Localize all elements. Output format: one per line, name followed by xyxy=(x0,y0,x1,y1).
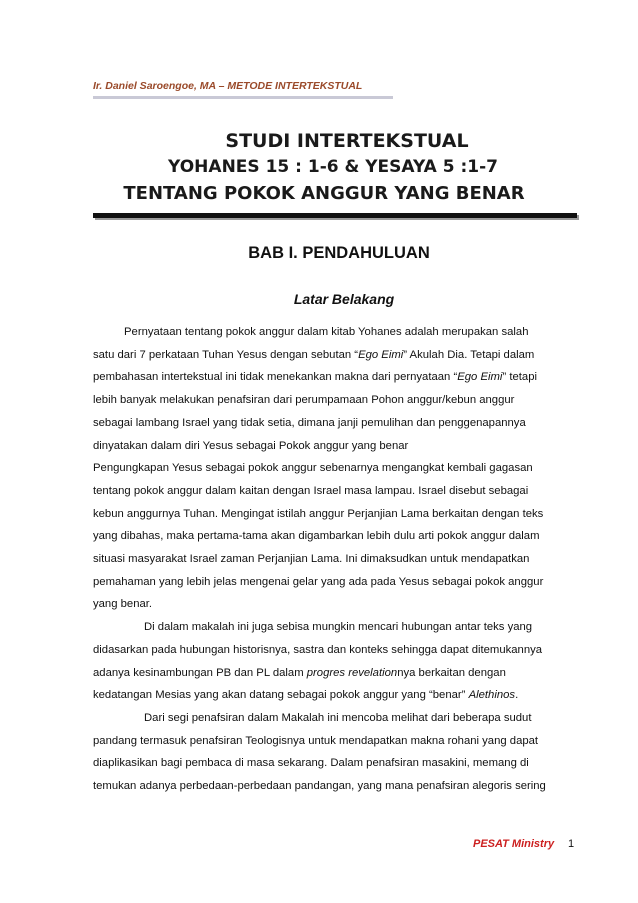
body-text-segment: lebih banyak melakukan penafsiran dari perumpamaan Pohon anggur/kebun anggur xyxy=(93,394,515,407)
chapter-heading: BAB I. PENDAHULUAN xyxy=(248,244,430,262)
body-text-segment: ” Akulah Dia. Tetapi dalam xyxy=(403,348,535,361)
body-line xyxy=(93,551,529,567)
body-line xyxy=(93,528,540,544)
body-line xyxy=(144,710,531,726)
body-line xyxy=(93,665,506,681)
title-line-3: TENTANG POKOK ANGGUR YANG BENAR xyxy=(123,183,525,204)
title-line-2: YOHANES 15 : 1-6 & YESAYA 5 :1-7 xyxy=(168,157,498,177)
body-text-segment: ” tetapi xyxy=(502,371,537,384)
body-text-segment: . xyxy=(515,689,519,702)
body-text-segment: temukan adanya perbedaan-perbedaan pandangan, yang mana penafsiran alegoris sering xyxy=(93,780,546,792)
body-text-segment: Pengungkapan Yesus sebagai pokok anggur sebenarnya mengangkat kembali gagasan xyxy=(93,462,533,475)
body-text-segment: situasi masyarakat Israel zaman Perjanjian Lama. Ini dimaksudkan untuk mendapatkan xyxy=(93,553,530,565)
body-text-segment: nya berkaitan dengan xyxy=(397,666,506,679)
body-line xyxy=(93,642,542,658)
body-text-segment: yang benar. xyxy=(93,598,153,611)
body-line xyxy=(93,574,543,590)
body-line xyxy=(93,778,546,794)
body-line xyxy=(93,415,526,431)
body-italic-term: Ego Eimi xyxy=(358,348,404,361)
body-line xyxy=(124,324,528,340)
body-text-segment: sebagai lambang Israel yang tidak setia, dimana janji pemulihan dan penggenapannya xyxy=(93,416,526,429)
body-text-segment: pemahaman yang lebih jelas mengenai gelar yang ada pada Yesus sebagai pokok anggur xyxy=(93,575,544,588)
page-number: 1 xyxy=(568,838,575,850)
body-text-segment: adanya kesinambungan PB dan PL dalam xyxy=(93,666,307,679)
body-line xyxy=(93,392,514,408)
body-text-segment: pembahasan intertekstual ini tidak menekankan makna dari pernyataan “ xyxy=(93,371,458,384)
body-text-segment: tentang pokok anggur dalam kaitan dengan Israel masa lampau. Israel disebut sebagai xyxy=(93,484,529,497)
body-italic-term: progres revelation xyxy=(306,666,398,679)
running-header-rule xyxy=(93,96,393,99)
title-line-1: STUDI INTERTEKSTUAL xyxy=(225,130,469,152)
section-heading: Latar Belakang xyxy=(293,291,395,307)
body-line xyxy=(93,483,528,499)
body-line xyxy=(93,347,534,363)
body-italic-term: Ego Eimi xyxy=(457,371,503,384)
body-italic-term: Alethinos xyxy=(468,689,516,702)
body-line xyxy=(93,460,533,476)
body-text-segment: kedatangan Mesias yang akan datang sebagai pokok anggur yang “benar” xyxy=(93,689,469,702)
body-line xyxy=(93,733,538,749)
body-text-segment: pandang termasuk penafsiran Teologisnya untuk mendapatkan makna rohani yang dapat xyxy=(93,734,539,747)
body-text-segment: didasarkan pada hubungan historisnya, sastra dan konteks sehingga dapat ditemukannya xyxy=(93,643,543,656)
body-line xyxy=(93,369,537,385)
body-text-segment: diaplikasikan bagi pembaca di masa sekarang. Dalam penafsiran masakini, memang di xyxy=(93,757,529,770)
body-text-segment: Pernyataan tentang pokok anggur dalam kitab Yohanes adalah merupakan salah xyxy=(124,326,529,338)
body-line xyxy=(93,438,408,454)
body-text-segment: Di dalam makalah ini juga sebisa mungkin mencari hubungan antar teks yang xyxy=(144,621,533,634)
running-header: Ir. Daniel Saroengoe, MA – METODE INTERTEKSTUAL xyxy=(93,80,363,92)
title-divider xyxy=(93,213,577,218)
body-line xyxy=(144,619,532,635)
body-text-segment: kebun anggurnya Tuhan. Mengingat istilah anggur Perjanjian Lama berkaitan dengan teks xyxy=(93,507,544,520)
body-line xyxy=(93,506,543,522)
body-text-segment: satu dari 7 perkataan Tuhan Yesus dengan sebutan “ xyxy=(93,348,359,361)
body-text-segment: Dari segi penafsiran dalam Makalah ini mencoba melihat dari beberapa sudut xyxy=(144,711,532,724)
body-text-segment: dinyatakan dalam diri Yesus sebagai Pokok anggur yang benar xyxy=(93,439,409,452)
body-line xyxy=(93,755,529,771)
body-text-segment: yang dibahas, maka pertama-tama akan digambarkan lebih dulu arti pokok anggur dalam xyxy=(93,530,540,543)
body-line xyxy=(93,687,518,703)
body-line xyxy=(93,596,152,612)
footer-ministry: PESAT Ministry xyxy=(473,838,555,850)
